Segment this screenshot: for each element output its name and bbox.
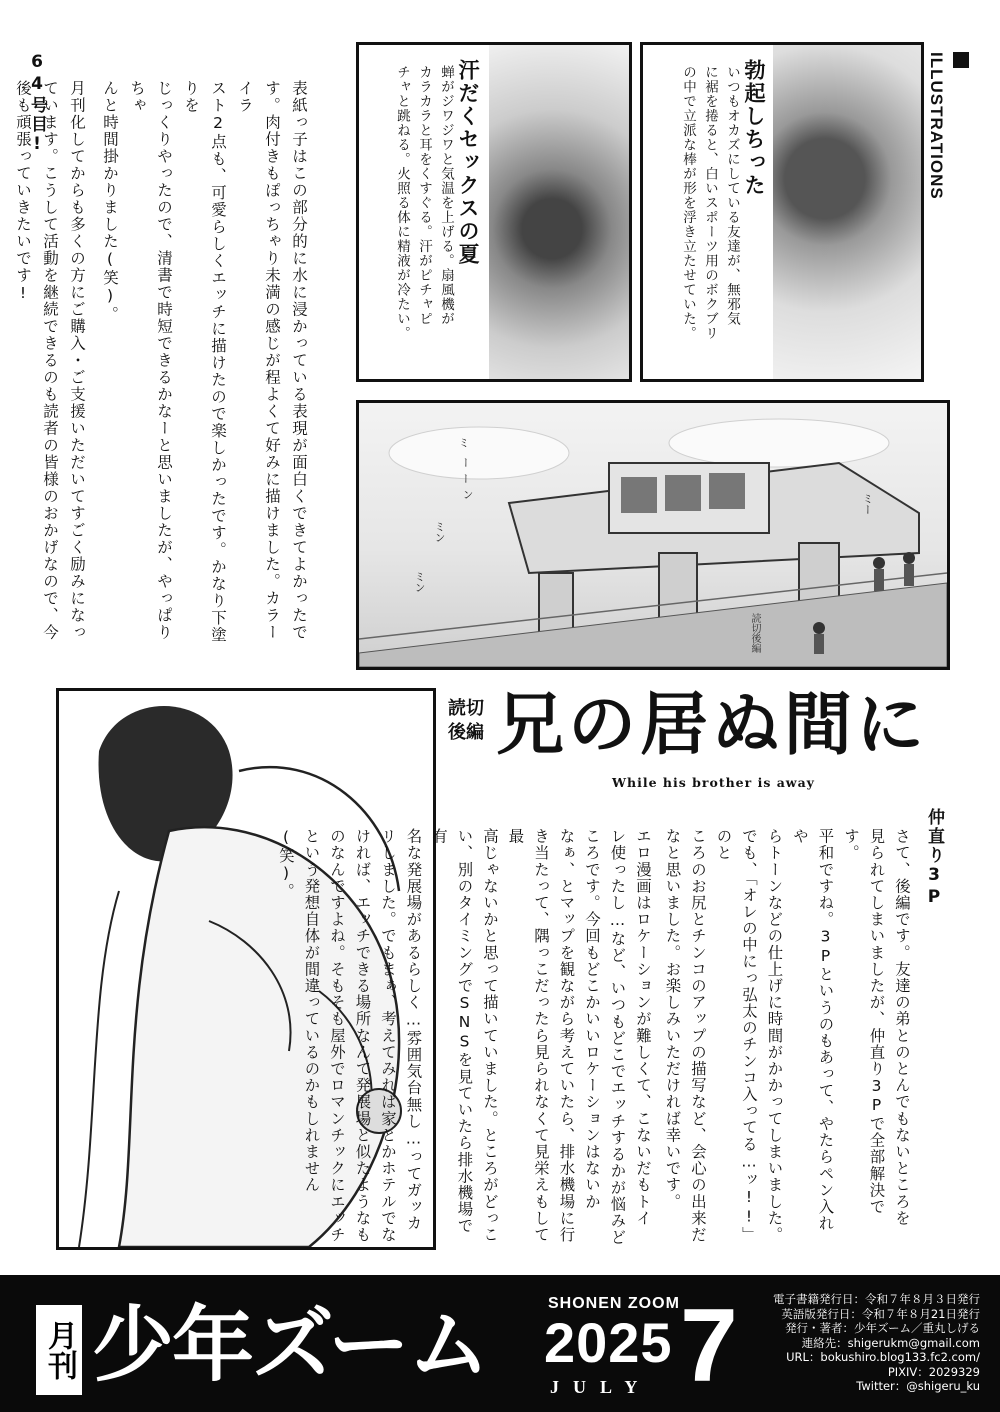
story-line: い、別のタイミングでSNSを見ていたら排水機場で有 (430, 828, 474, 1235)
story-heading: 仲直り3P (924, 808, 944, 909)
story-line: さて、後編です。友達の弟とのとんでもないところを (893, 828, 911, 1227)
magazine-logo: 少年ズーム (92, 1298, 488, 1393)
story-line: き当たって、隅っこだったら見られなくて見栄えもして最 (506, 828, 550, 1243)
sfx-3: ー (459, 473, 472, 484)
sfx-2: ー (459, 457, 472, 468)
story-tag (448, 697, 492, 745)
issue-note-line: 月刊化してからも多くの方にご購入・ご支援いただいてすごく励みになっ (68, 80, 86, 641)
story-body (277, 828, 914, 1246)
story-line: 平和ですね。3Pというのもあって、やたらペン入れや (791, 828, 835, 1232)
story-subtitle: While his brother is away (612, 775, 815, 790)
story-line: ければ、エッチできる場所なんて発展場と似たようなも (353, 828, 372, 1243)
sfx-4: ン (461, 489, 474, 500)
caption-line: チャと跳ねる。火照る体に精液が冷たい。 (394, 65, 410, 341)
illustration-2-title: 汗だくセックスの夏 (456, 59, 480, 266)
info-line: 発行・著者：少年ズーム／重丸しげる (785, 1321, 980, 1335)
issue-note-line: スト2点も、可愛らしくエッチに描けたので楽しかったです。かなり下塗りを (182, 80, 227, 644)
monthly-badge (36, 1305, 82, 1395)
section-label-marker (953, 52, 969, 68)
story-line: ころです。今回もどこかいいロケーションはないか (583, 828, 601, 1210)
sfx-7: ミー (861, 493, 874, 515)
caption-line: に裾を捲ると、白いスポーツ用のボクブリ (702, 65, 718, 341)
footer (0, 1275, 1000, 1412)
story-tag-line: 後編 (448, 722, 484, 743)
story-line: らトーンなどの仕上げに時間がかかってしまいました。 (765, 828, 784, 1243)
section-label (926, 52, 971, 200)
story-line: リしました。でもまぁ、考えてみれば家とかホテルでな (379, 828, 397, 1243)
story-line: という発想自体が間違っているのかもしれません(笑)。 (277, 828, 321, 1194)
caption-line: カラカラと耳をくすぐる。汗がピチャピ (416, 65, 432, 326)
illustration-1-caption (677, 65, 743, 365)
sfx-6: ミン (413, 571, 426, 593)
story-line: のなんですよね。そもそも屋外でロマンチックにエッチ (328, 828, 346, 1243)
illustration-1-title: 勃起しちった (742, 59, 766, 197)
issue-note-line: じっくりやったので、清書で時短できるかなーと思いましたが、やっぱりちゃ (128, 80, 173, 641)
story-title: 兄の居ぬ間に (496, 686, 929, 765)
story-line: 名な発展場があるらしく…雰囲気台無し…ってガッカ (404, 828, 423, 1232)
info-line: Twitter：@shigeru_ku (856, 1379, 980, 1393)
issue-month-en: JULY (550, 1377, 652, 1397)
sfx-5: ミン (433, 521, 446, 543)
scene-label: 読切後編 (749, 613, 760, 653)
issue-note-line: す。肉付きもぽっちゃり未満の感じが程よくて好みに描けました。カラーイラ (236, 80, 281, 641)
illustration-2-art (489, 45, 629, 379)
illustration-1-art (773, 45, 921, 379)
issue-year: 2025 (544, 1311, 673, 1374)
caption-line: 蝉がジワジワと気温を上げる。扇風機が (438, 65, 454, 326)
monthly-label: 月刊 (42, 1320, 77, 1380)
story-line: ころのお尻とチンコのアップの描写など、会心の出来だ (689, 828, 707, 1243)
info-line: URL：bokushiro.blog133.fc2.com/ (786, 1350, 980, 1364)
story-line: レ使ったし…など、いつもどこでエッチするかが悩みど (608, 828, 627, 1246)
scene-panel (356, 400, 950, 670)
story-line: 見られてしまいましたが、仲直り3Pで全部解決です。 (842, 828, 886, 1215)
illustration-2-caption (391, 65, 457, 365)
info-line: 連絡先：shigerukm@gmail.com (801, 1335, 980, 1350)
caption-line: いつもオカズにしている友達が、無邪気 (724, 65, 740, 326)
issue-note-line: ています。こうして活動を継続できるのも読者の皆様のおかげなので、今 (41, 80, 59, 641)
section-label-text: ILLUSTRATIONS (927, 52, 946, 200)
story-line: なと思いました。お楽しみいただければ幸いです。 (663, 828, 682, 1210)
illustration-panel-2 (356, 42, 632, 382)
info-line: 英語版発行日：令和７年８月21日発行 (781, 1306, 980, 1321)
publication-info (720, 1292, 980, 1394)
brand-en: SHONEN ZOOM (548, 1295, 680, 1312)
issue-note-line: 表紙っ子はこの部分的に水に浸かっている表現が面白くできてよかったで (290, 80, 308, 641)
sfx-1: ミ (457, 437, 470, 448)
issue-note-line: んと時間掛かりました(笑)。 (101, 80, 119, 323)
story-line: 高じゃないかと思って描いていました。ところがどっこ (481, 828, 499, 1243)
story-line: なぁ、とマップを観ながら考えていたら、排水機場に行 (557, 828, 576, 1243)
illustration-panel-1 (640, 42, 924, 382)
info-line: PIXIV：2029329 (887, 1364, 980, 1379)
scene-art (359, 403, 947, 667)
info-line: 電子書籍発行日：令和７年８月３日発行 (773, 1292, 980, 1306)
issue-note-line: 後も頑張っていきたいです! (14, 80, 32, 304)
issue-month: 7 (680, 1288, 738, 1404)
caption-line: の中で立派な棒が形を浮き立たせていた。 (680, 65, 696, 341)
story-tag-line: 読切 (448, 698, 484, 719)
issue-note-line (0, 80, 3, 655)
story-line: でも、「オレの中にっ弘太のチンコ入ってる…ッ!!」のと (714, 828, 758, 1244)
issue-note-title: 64号目! (27, 52, 47, 156)
story-line: エロ漫画はロケーションが難しくて、こないだもトイ (634, 828, 652, 1227)
